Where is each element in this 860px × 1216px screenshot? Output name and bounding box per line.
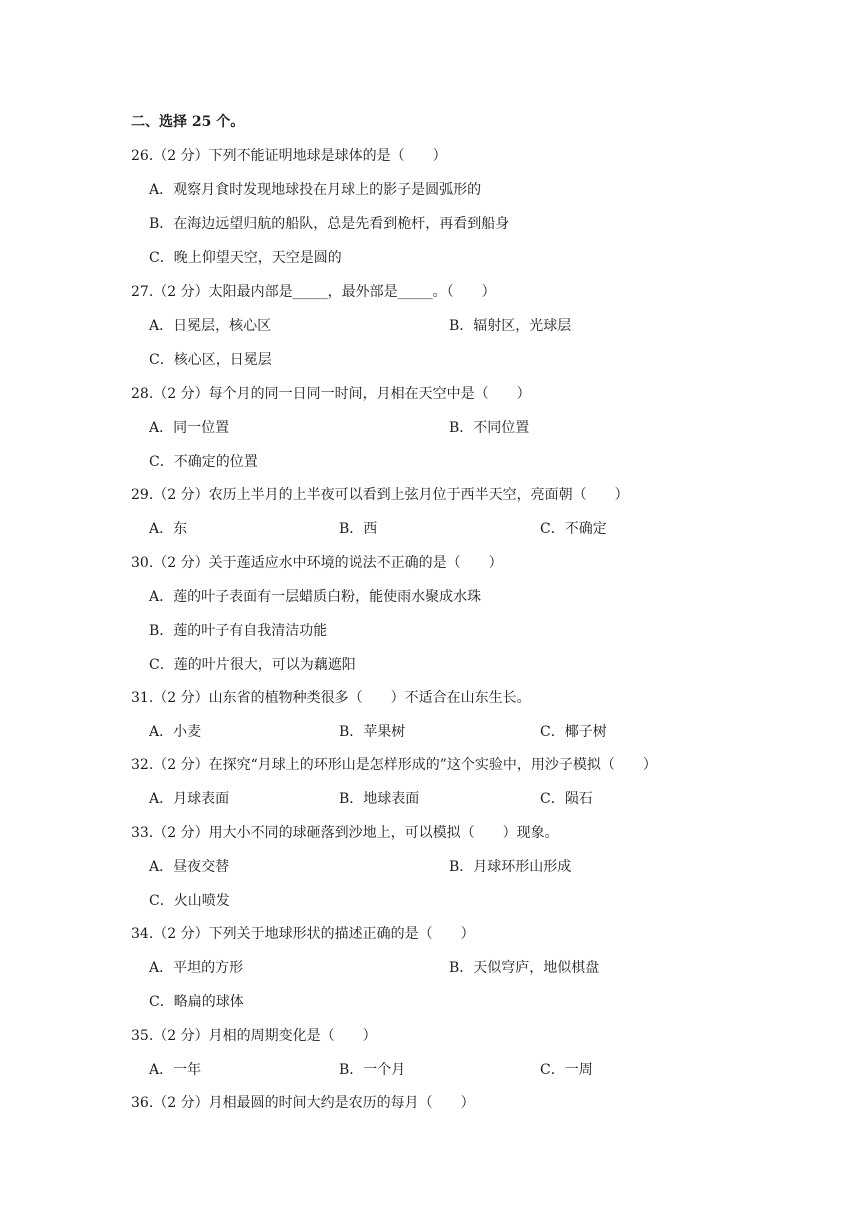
option-c: C．不确定的位置 <box>149 454 258 470</box>
option-b: B．月球环形山形成 <box>449 859 572 875</box>
option-b: B．在海边远望归航的船队，总是先看到桅杆，再看到船身 <box>149 216 510 232</box>
option-a: A．东 <box>149 521 188 537</box>
question-36 <box>131 1093 831 1113</box>
option-row <box>149 1060 831 1080</box>
question-29 <box>131 485 831 539</box>
option-b: B．莲的叶子有自我清洁功能 <box>149 623 328 639</box>
option-a: A．观察月食时发现地球投在月球上的影子是圆弧形的 <box>149 182 482 198</box>
option-row <box>149 519 831 539</box>
option-row <box>149 587 831 607</box>
question-31 <box>131 688 831 742</box>
option-c: C．晚上仰望天空，天空是圆的 <box>149 250 342 266</box>
question-26 <box>131 146 831 268</box>
option-row <box>149 621 831 641</box>
option-b: B．一个月 <box>339 1062 406 1078</box>
option-a: A．平坦的方形 <box>149 960 244 976</box>
question-stem: 28.（2 分）每个月的同一日同一时间，月相在天空中是（ ） <box>131 386 531 402</box>
question-stem: 31.（2 分）山东省的植物种类很多（ ）不适合在山东生长。 <box>131 690 531 706</box>
option-c: C．陨石 <box>540 791 593 807</box>
option-b: B．辐射区，光球层 <box>449 318 572 334</box>
question-32 <box>131 755 831 809</box>
option-a: A．昼夜交替 <box>149 859 230 875</box>
option-c: C．不确定 <box>540 521 607 537</box>
question-33 <box>131 823 831 911</box>
option-c: C．一周 <box>540 1062 593 1078</box>
option-row <box>149 214 831 234</box>
option-row <box>149 958 831 978</box>
option-a: A．莲的叶子表面有一层蜡质白粉，能使雨水聚成水珠 <box>149 589 482 605</box>
option-row <box>149 789 831 809</box>
question-stem: 36.（2 分）月相最圆的时间大约是农历的每月（ ） <box>131 1095 475 1111</box>
option-a: A．月球表面 <box>149 791 230 807</box>
question-35 <box>131 1026 831 1080</box>
option-a: A．同一位置 <box>149 420 230 436</box>
option-c: C．核心区，日冕层 <box>149 352 272 368</box>
question-28 <box>131 384 831 472</box>
option-row <box>149 655 831 675</box>
question-stem: 30.（2 分）关于莲适应水中环境的说法不正确的是（ ） <box>131 555 503 571</box>
option-b: B．西 <box>339 521 378 537</box>
option-row <box>149 418 831 438</box>
option-a: A．日冕层，核心区 <box>149 318 272 334</box>
option-row <box>149 452 831 472</box>
question-stem: 33.（2 分）用大小不同的球砸落到沙地上，可以模拟（ ）现象。 <box>131 825 559 841</box>
option-a: A．小麦 <box>149 724 202 740</box>
option-row <box>149 857 831 877</box>
option-b: B．苹果树 <box>339 724 406 740</box>
question-stem: 34.（2 分）下列关于地球形状的描述正确的是（ ） <box>131 926 475 942</box>
question-30 <box>131 553 831 675</box>
option-row <box>149 722 831 742</box>
question-stem: 27.（2 分）太阳最内部是_____，最外部是_____。（ ） <box>131 284 496 300</box>
option-a: A．一年 <box>149 1062 202 1078</box>
option-b: B．不同位置 <box>449 420 530 436</box>
option-row <box>149 180 831 200</box>
option-c: C．莲的叶片很大，可以为藕遮阳 <box>149 657 356 673</box>
option-b: B．地球表面 <box>339 791 420 807</box>
question-stem: 29.（2 分）农历上半月的上半夜可以看到上弦月位于西半天空，亮面朝（ ） <box>131 487 629 503</box>
option-c: C．火山喷发 <box>149 893 230 909</box>
option-row <box>149 248 831 268</box>
option-row <box>149 350 831 370</box>
question-stem: 32.（2 分）在探究“月球上的环形山是怎样形成的”这个实验中，用沙子模拟（ ） <box>131 757 657 773</box>
question-stem: 35.（2 分）月相的周期变化是（ ） <box>131 1028 377 1044</box>
option-c: C．略扁的球体 <box>149 994 244 1010</box>
question-stem: 26.（2 分）下列不能证明地球是球体的是（ ） <box>131 148 447 164</box>
option-b: B．天似穹庐，地似棋盘 <box>449 960 600 976</box>
option-row <box>149 316 831 336</box>
question-34 <box>131 924 831 1012</box>
section-title: 二、选择 25 个。 <box>131 114 245 130</box>
option-row <box>149 992 831 1012</box>
question-27 <box>131 282 831 370</box>
option-c: C．椰子树 <box>540 724 607 740</box>
option-row <box>149 891 831 911</box>
